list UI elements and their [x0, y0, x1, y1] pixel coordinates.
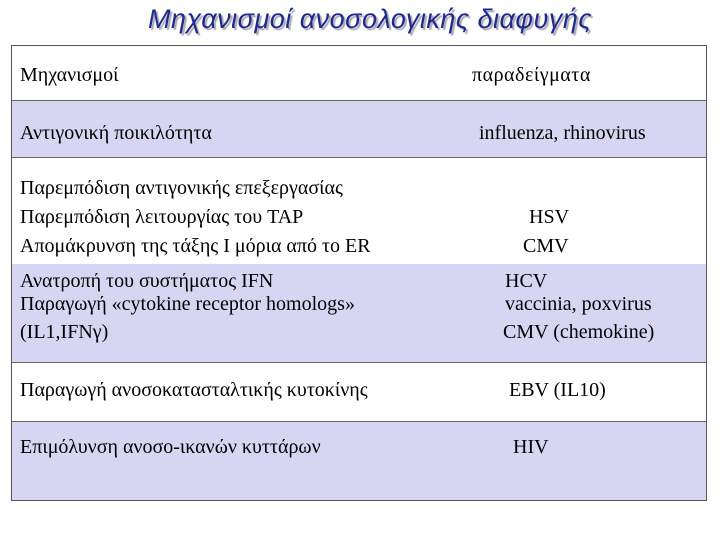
slide-title: Μηχανισμοί ανοσολογικής διαφυγής: [148, 4, 592, 34]
table-row: [12, 422, 706, 500]
example-cell: HSV: [529, 206, 570, 228]
header-mechanisms: Μηχανισμοί: [20, 64, 119, 86]
example-cell: HCV: [505, 270, 548, 292]
mechanism-cell: Ανατροπή του συστήματος IFN: [20, 270, 274, 292]
example-cell: EBV (IL10): [509, 379, 606, 401]
table-header-row: [12, 46, 706, 100]
mechanism-cell: Επιμόλυνση ανοσο-ικανών κυττάρων: [20, 436, 321, 458]
mechanism-cell: Αντιγονική ποικιλότητα: [20, 122, 212, 144]
evasion-mechanisms-table: [11, 45, 707, 501]
table-row: [12, 101, 706, 157]
mechanism-cell: Παρεμπόδιση αντιγονικής επεξεργασίας: [20, 177, 343, 199]
example-cell: CMV (chemokine): [503, 321, 655, 343]
example-cell: CMV: [523, 235, 569, 257]
mechanism-cell: (IL1,IFNγ): [20, 321, 109, 343]
table-row: [12, 264, 706, 362]
mechanism-cell: Παραγωγή ανοσοκατασταλτικής κυτοκίνης: [20, 379, 368, 401]
mechanism-cell: Απομάκρυνση της τάξης I μόρια από το ER: [20, 235, 371, 257]
mechanism-cell: Παραγωγή «cytokine receptor homologs»: [20, 293, 355, 315]
table-row: [12, 158, 706, 264]
mechanism-cell: Παρεμπόδιση λειτουργίας του TAP: [20, 206, 304, 228]
example-cell: influenza, rhinovirus: [479, 122, 646, 144]
example-cell: HIV: [513, 436, 549, 458]
table-row: [12, 363, 706, 421]
header-examples: παραδείγματα: [472, 64, 591, 86]
example-cell: vaccinia, poxvirus: [505, 293, 652, 315]
